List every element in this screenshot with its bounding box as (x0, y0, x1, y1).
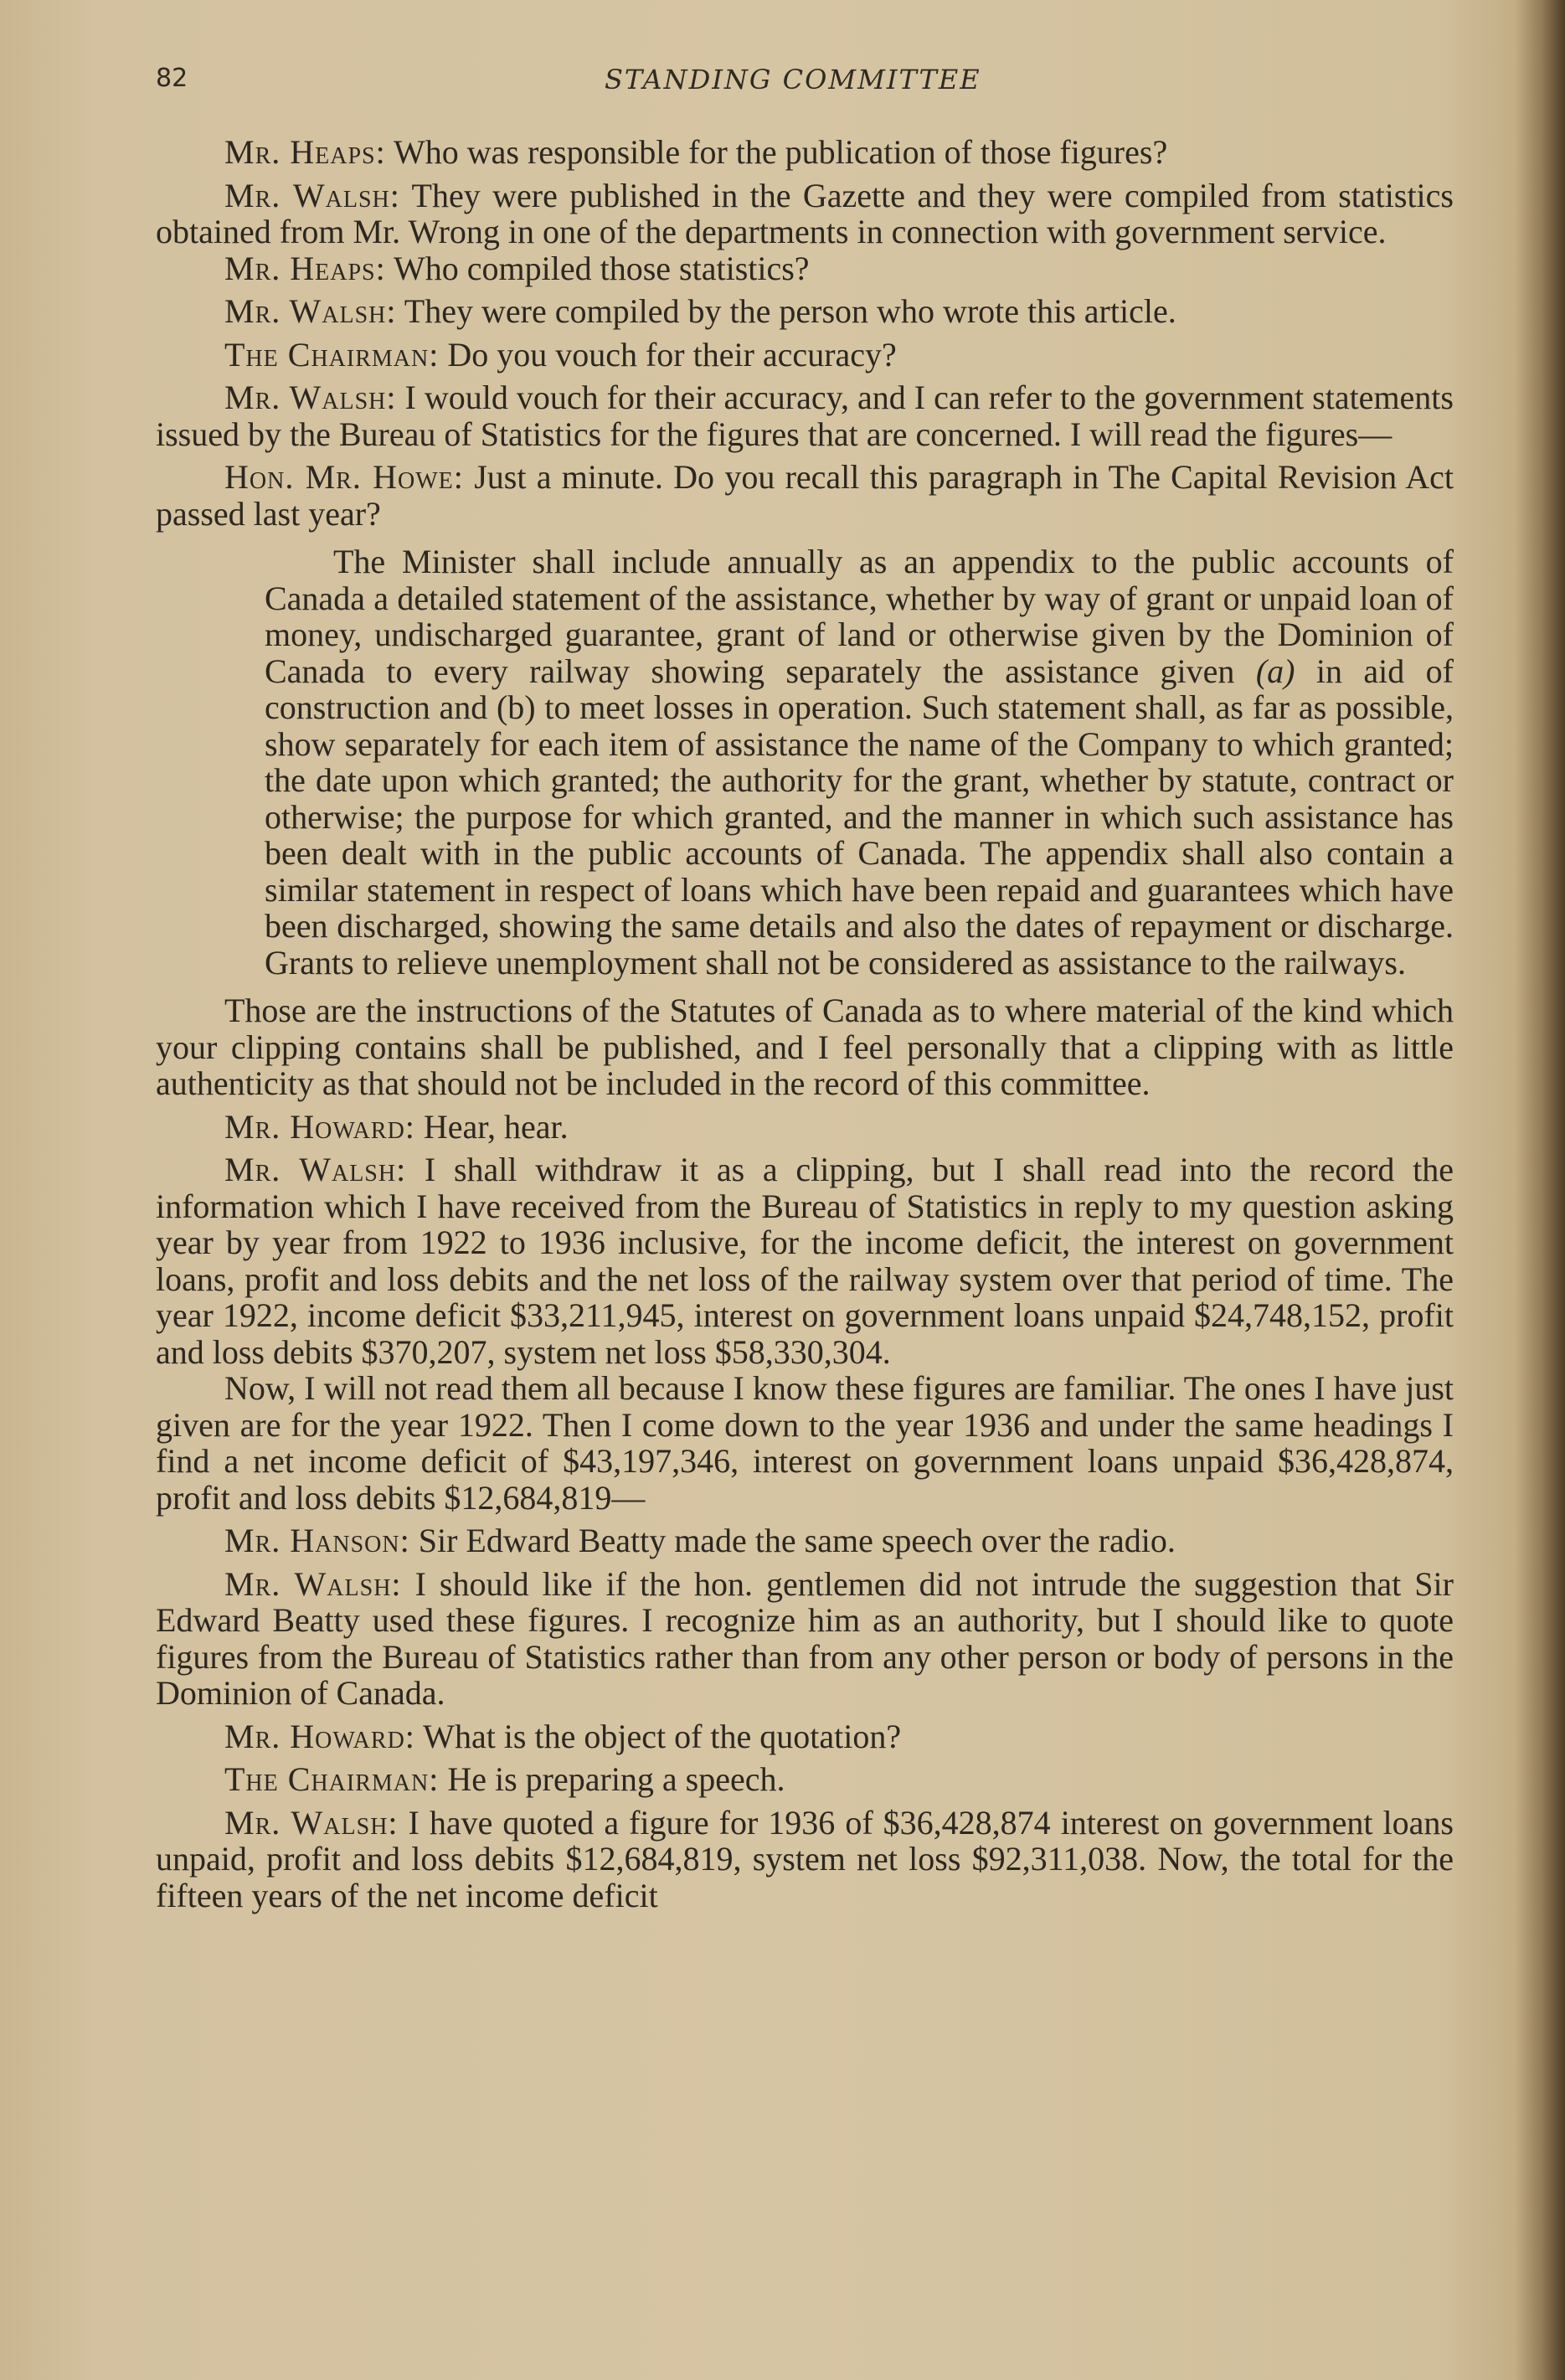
paragraph-text: I should like if the hon. gentlemen did not intrude the suggestion that Sir Edward Beatty used these figures. I recognize him as an authority, but I should like to quote figures from the Bureau of Statistics rather than from any other person or body of persons in the Dominion of Canada. (156, 1564, 1454, 1712)
paragraph (156, 459, 1454, 532)
speaker-name: Mr. Walsh: (224, 1564, 402, 1603)
page-number: 82 (156, 64, 188, 93)
paragraph (156, 1566, 1454, 1712)
paragraph-text: Now, I will not read them all because I know these figures are familiar. The ones I have just given are for the year 1922. Then I come down to the year 1936 and under the same headings I find a net income deficit of $43,197,346, interest on government loans unpaid $36,428,874, profit and loss debits $12,684,819— (156, 1369, 1454, 1517)
paragraph-text: They were published in the Gazette and they were compiled from statistics obtained from Mr. Wrong in one of the departments in connection with government service. (156, 176, 1454, 250)
paragraph (156, 250, 1454, 287)
paragraph (156, 992, 1454, 1102)
paragraph-text: Who was responsible for the publication of those figures? (385, 133, 1168, 171)
speaker-name: Mr. Walsh: (224, 379, 397, 416)
paragraph-text: Who compiled those statistics? (385, 249, 810, 287)
paragraph-text: Do you vouch for their accuracy? (439, 335, 897, 373)
paragraph (156, 1109, 1454, 1146)
speaker-name: Mr. Walsh: (224, 292, 397, 330)
speaker-name: Mr. Heaps: (224, 249, 386, 287)
speaker-name: The Chairman: (224, 1760, 440, 1798)
paragraph-text: What is the object of the quotation? (414, 1717, 902, 1755)
speaker-name: Mr. Howard: (224, 1107, 415, 1146)
paragraph-text: I shall withdraw it as a clipping, but I shall read into the record the information which I have received from the Bureau of Statistics in reply to my question asking year by year from 1922 to 1936 inclusive, for the income deficit, the interest on government loans, profit and loss debits and the net loss of the railway system over that period of time. The year 1922, income deficit $33,211,945, interest on government loans unpaid $24,748,152, profit and loss debits $370,207, system net loss $58,330,304. (156, 1151, 1454, 1371)
speaker-name: Mr. Heaps: (224, 133, 386, 171)
paragraph (156, 1370, 1454, 1516)
paragraph-text: I have quoted a figure for 1936 of $36,428,874 interest on government loans unpaid, profit and loss debits $12,684,819, system net loss $92,311,038. Now, the total for the fifteen years of the net income deficit (156, 1803, 1454, 1914)
running-title: STANDING COMMITTEE (605, 64, 981, 95)
paragraph-text: Just a minute. Do you recall this paragraph in The Capital Revision Act passed last year? (156, 458, 1454, 533)
paragraph-text: He is preparing a speech. (439, 1760, 785, 1798)
paragraph (156, 1151, 1454, 1370)
paragraph-text: Sir Edward Beatty made the same speech over the radio. (409, 1522, 1176, 1559)
paragraph (156, 1522, 1454, 1559)
paragraph (156, 1805, 1454, 1914)
paragraph-text: Hear, hear. (414, 1107, 569, 1146)
paragraph (156, 1761, 1454, 1798)
quotation-clause-label: (a) (1255, 652, 1295, 690)
quotation-text: in aid of construction and (b) to meet losses in operation. Such statement shall, as far as possible, show separately for each item of assistance the name of the Company to which granted; the date upon which granted; the authority for the grant, whether by statute, contract or otherwise; the purpose for which granted, and the manner in which such assistance has been dealt with in the public accounts of Canada. The appendix shall also contain a similar statement in respect of loans which have been repaid and guarantees which have been discharged, showing the same details and also the dates of repayment or discharge. Grants to relieve unemployment shall not be considered as assistance to the railways. (265, 652, 1454, 981)
speaker-name: Mr. Walsh: (224, 1803, 399, 1842)
paragraph-text: They were compiled by the person who wrote this article. (396, 292, 1176, 330)
paragraph (156, 178, 1454, 250)
speaker-name: The Chairman: (224, 335, 440, 373)
running-head (156, 64, 1454, 114)
speaker-name: Mr. Walsh: (224, 176, 400, 214)
document-body (156, 134, 1454, 1920)
paragraph (156, 379, 1454, 452)
statute-quotation (265, 543, 1454, 981)
paragraph-text: Those are the instructions of the Statutes of Canada as to where material of the kind which your clipping contains shall be published, and I feel personally that a clipping with as little authenticity as that should not be included in the record of this committee. (156, 992, 1454, 1102)
speaker-name: Hon. Mr. Howe: (224, 458, 464, 496)
paragraph (156, 293, 1454, 330)
paragraph (156, 1718, 1454, 1755)
speaker-name: Mr. Walsh: (224, 1151, 407, 1188)
speaker-name: Mr. Hanson: (224, 1522, 410, 1559)
paragraph (156, 337, 1454, 373)
quotation-text: The Minister shall include annually as an appendix to the public accounts of Canada a detailed statement of the assistance, whether by way of grant or unpaid loan of money, undischarged guarantee, grant of land or otherwise given by the Dominion of Canada to every railway showing separately the assistance given (265, 543, 1454, 690)
speaker-name: Mr. Howard: (224, 1717, 415, 1755)
paragraph-text: I would vouch for their accuracy, and I can refer to the government statements issued by the Bureau of Statistics for the figures that are concerned. I will read the figures— (156, 379, 1454, 453)
paragraph (156, 134, 1454, 171)
